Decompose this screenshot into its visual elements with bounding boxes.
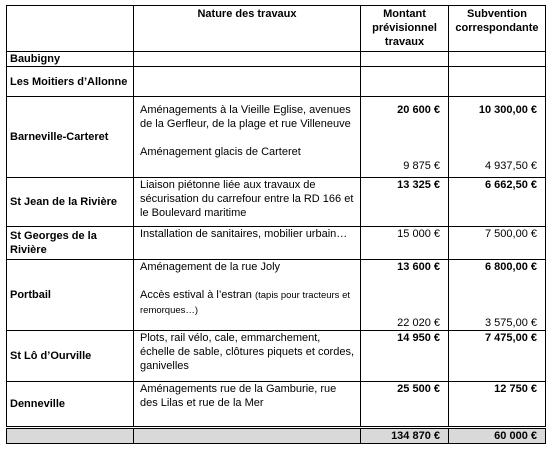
montant-value: 9 875 € [403,160,440,172]
subvention-value: 6 800,00 € [485,261,537,273]
subvention-cell [449,260,546,331]
commune-cell: Baubigny [7,52,134,67]
montant-value: 22 020 € [397,317,440,329]
commune-cell: Les Moitiers d’Allonne [7,67,134,97]
header-montant: Montant prévisionnel travaux [361,6,449,52]
table-row [7,331,546,382]
commune-cell: St Lô d’Ourville [7,331,134,382]
nature-cell [134,67,361,97]
nature-cell: Plots, rail vélo, cale, emmarchement, échelle de sable, clôtures piquets et cordes, ganivelles [134,331,361,382]
total-row [7,428,546,444]
commune-cell: Portbail [7,260,134,331]
nature-cell: Liaison piétonne liée aux travaux de sécurisation du carrefour entre la RD 166 et le Boulevard maritime [134,178,361,227]
total-montant: 134 870 € [361,428,449,444]
subvention-value: 10 300,00 € [478,104,537,116]
commune-cell: Barneville-Carteret [7,97,134,178]
nature-cell [134,97,361,178]
montant-cell: 14 950 € [361,331,449,382]
table-row [7,227,546,260]
montant-value: 20 600 € [397,104,440,116]
travaux-table [6,5,546,444]
subvention-cell: 7 500,00 € [449,227,546,260]
montant-cell [361,97,449,178]
nature-cell: Installation de sanitaires, mobilier urbain… [134,227,361,260]
commune-cell: St Jean de la Rivière [7,178,134,227]
table-row [7,67,546,97]
montant-cell [361,260,449,331]
subvention-cell [449,97,546,178]
commune-cell: Denneville [7,382,134,428]
subvention-cell: 6 662,50 € [449,178,546,227]
nature-cell [134,260,361,331]
montant-cell: 15 000 € [361,227,449,260]
nature-text: Aménagements à la Vieille Eglise, avenues de la Gerfleur, de la plage et rue Villeneuve [140,104,351,130]
header-row [7,6,546,52]
table-row [7,97,546,178]
nature-cell [134,52,361,67]
total-label-cell [7,428,134,444]
table-row [7,178,546,227]
total-subvention: 60 000 € [449,428,546,444]
total-empty-cell [134,428,361,444]
nature-cell: Aménagements rue de la Gamburie, rue des Lilas et rue de la Mer [134,382,361,428]
montant-cell: 25 500 € [361,382,449,428]
subvention-cell: 12 750 € [449,382,546,428]
subvention-value: 3 575,00 € [485,317,537,329]
table-row [7,260,546,331]
header-nature: Nature des travaux [134,6,361,52]
montant-value: 13 600 € [397,261,440,273]
montant-cell: 13 325 € [361,178,449,227]
nature-text: Aménagement glacis de Carteret [140,146,301,158]
subvention-cell: 7 475,00 € [449,331,546,382]
table-row [7,52,546,67]
subvention-cell [449,52,546,67]
header-subvention: Subvention correspondante [449,6,546,52]
nature-text: Aménagement de la rue Joly [140,261,281,273]
subvention-value: 4 937,50 € [485,160,537,172]
nature-text: Accès estival à l’estran [140,289,252,301]
montant-cell [361,52,449,67]
montant-cell [361,67,449,97]
subvention-cell [449,67,546,97]
commune-cell: St Georges de la Rivière [7,227,134,260]
header-commune [7,6,134,52]
table-row [7,382,546,428]
nature-note: (tapis pour tracteurs et remorques…) [140,290,350,316]
